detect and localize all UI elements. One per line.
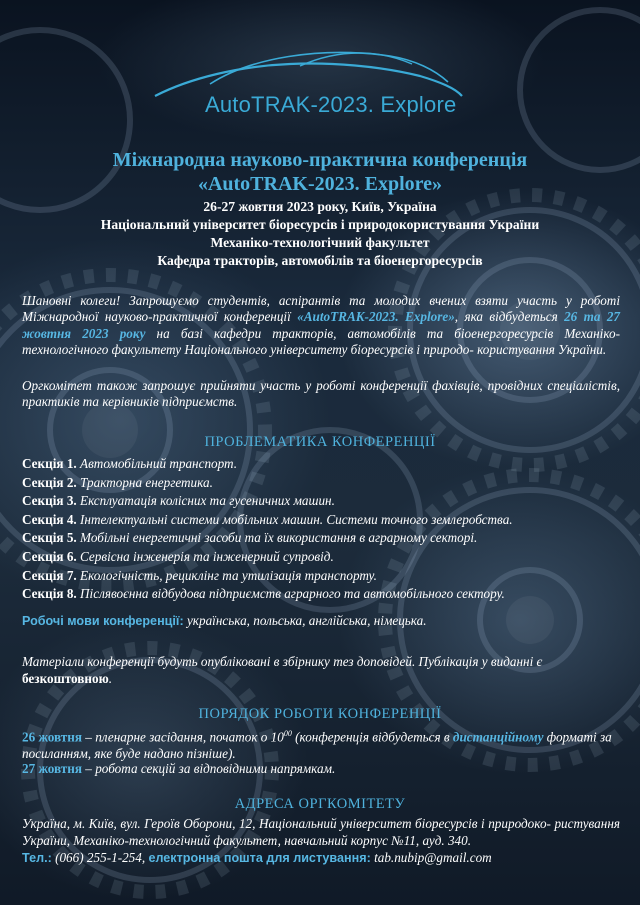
conference-name: «AutoTRAK-2023. Explore»	[197, 173, 443, 195]
day1-mode: дистанційному	[452, 729, 544, 745]
list-item: Секція 1. Автомобільний транспорт.	[22, 456, 238, 471]
list-item: Секція 5. Мобільні енергетичні засоби та їх використання в аграрному секторі.	[22, 530, 478, 546]
publication-free: безкоштовною	[22, 671, 109, 686]
department-name: Кафедра тракторів, автомобілів та біоенергоресурсів	[157, 253, 483, 268]
list-item: Секція 2. Тракторна енергетика.	[22, 474, 213, 490]
intro-text-b: , яка відбудеться	[454, 309, 565, 325]
dates-place: 26-27 жовтня 2023 року, Київ, Україна	[203, 199, 437, 214]
invite-paragraph: Оргкомітет також запрошує прийняти участь у роботі конференції фахівців, провідних спеціалістів, практиків та керівників підприємств.	[22, 378, 620, 410]
languages-line	[22, 613, 622, 629]
conference-title: Міжнародна науково-практична конференція	[112, 149, 528, 171]
intro-conf-name: «AutoTRAK-2023. Explore»	[297, 309, 455, 325]
problems-title: ПРОБЛЕМАТИКА КОНФЕРЕНЦІЇ	[204, 434, 436, 450]
tel-value: (066) 255-1-254,	[51, 850, 149, 865]
day1-date: 26 жовтня	[22, 729, 82, 745]
email-label: електронна пошта для листування:	[148, 851, 371, 865]
email-value[interactable]: tab.nubip@gmail.com	[370, 850, 492, 865]
address-title: АДРЕСА ОРГКОМІТЕТУ	[234, 796, 406, 812]
languages-label: Робочі мови конференції:	[22, 614, 184, 628]
list-item: Секція 3. Експлуатація колісних та гусеничних машин.	[22, 493, 335, 509]
sections-list	[22, 455, 622, 604]
tel-label: Тел.:	[22, 851, 52, 865]
list-item: Секція 8. Післявоєнна відбудова підприємств аграрного та автомобільного сектору.	[22, 586, 505, 602]
publication-paragraph: Матеріали конференції будуть опубліковані в збірнику тез доповідей. Публікація у виданні є безкоштовною.	[22, 654, 543, 686]
intro-paragraph	[22, 293, 620, 359]
schedule-day1: 26 жовтня – пленарне засідання, початок о $10^{00}$ (конференція відбудеться в дистанційному форматі за посиланням, яке буде надано пізніше).	[22, 729, 612, 762]
address-paragraph: Україна, м. Київ, вул. Героїв Оборони, 12, Національний університет біоресурсів і природоко- ристування України, Механіко-технологічний факультет, навчальний корпус №11, ауд. 340.	[22, 816, 620, 848]
university-name: Національний університет біоресурсів і природокористування України	[100, 217, 540, 232]
logo-title: AutoTRAK-2023. Explore	[205, 92, 457, 117]
contacts-line	[22, 850, 620, 866]
schedule-day2: 27 жовтня – робота секцій за відповідними напрямкам.	[22, 761, 336, 776]
list-item: Секція 7. Екологічність, рециклінг та утилізація транспорту.	[22, 567, 377, 583]
day2-date: 27 жовтня	[22, 761, 82, 776]
faculty-name: Механіко-технологічний факультет	[210, 235, 430, 250]
schedule-title: ПОРЯДОК РОБОТИ КОНФЕРЕНЦІЇ	[198, 706, 442, 722]
intro-text-a: Шановні колеги! Запрошуємо студентів, аспірантів та молодих вчених взяти участь у роботі Міжнародної науково-практичної конференції	[22, 293, 620, 325]
intro-dates: 26 та 27 жовтня 2023 року	[22, 309, 621, 341]
list-item: Секція 6. Сервісна інженерія та інженерний супровід.	[22, 548, 334, 564]
list-item: Секція 4. Інтелектуальні системи мобільних машин. Системи точного землеробства.	[22, 511, 513, 527]
languages-value: українська, польська, англійська, німецька.	[183, 613, 427, 628]
header-block	[0, 148, 640, 270]
intro-text-c: на базі кафедри тракторів, автомобілів та біоенергоресурсів Механіко-технологічного факультету Національного університету біоресурсів і природо- користування України.	[22, 325, 620, 358]
